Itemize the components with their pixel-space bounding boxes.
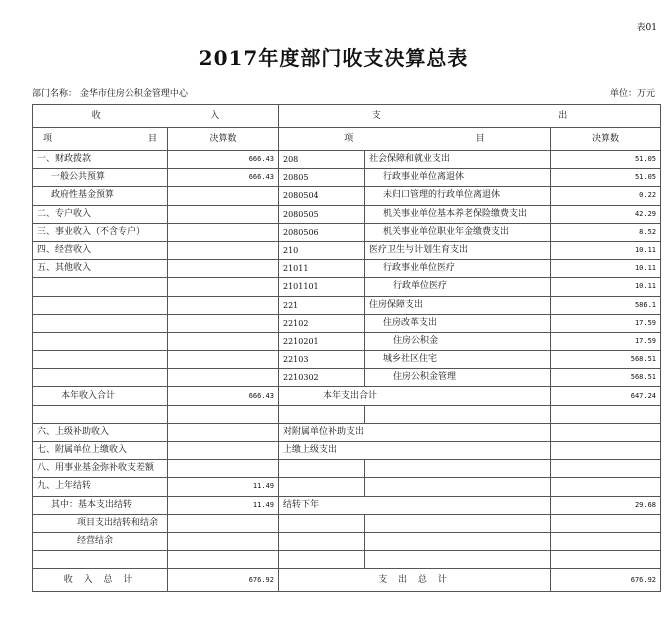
expense-item-header-right: 目 <box>475 133 485 144</box>
unit-label: 单位：万元 <box>609 89 655 99</box>
expense-amount-cell: 647.24 <box>551 387 661 405</box>
expense-item-header-left: 项 <box>344 133 354 144</box>
income-item-cell: 八、用事业基金弥补收支差额 <box>33 460 168 478</box>
table-row <box>33 314 661 332</box>
expense-amount-cell: 0.22 <box>551 187 661 205</box>
expense-total-label: 支 出 总 计 <box>279 569 551 592</box>
expense-item-cell: 未归口管理的行政单位离退休 <box>365 187 551 205</box>
table-row <box>33 405 661 423</box>
expense-amount-cell <box>551 551 661 569</box>
expense-code-cell: 2080506 <box>279 223 365 241</box>
income-item-cell: 一、财政拨款 <box>33 151 168 169</box>
income-total-label: 收 入 总 计 <box>33 569 168 592</box>
income-amount-cell: 666.43 <box>168 387 279 405</box>
income-item-cell: 四、经营收入 <box>33 241 168 259</box>
income-item-cell: 七、附属单位上缴收入 <box>33 442 168 460</box>
income-header-left: 收 <box>91 110 101 121</box>
income-item-cell: 经营结余 <box>33 532 168 550</box>
table-row <box>33 496 661 514</box>
expense-code-cell: 2210201 <box>279 332 365 350</box>
expense-code-cell <box>279 405 365 423</box>
table-row <box>33 187 661 205</box>
department-name: 金华市住房公积金管理中心 <box>79 89 188 99</box>
department-line <box>32 86 188 99</box>
income-item-cell: 项目支出结转和结余 <box>33 514 168 532</box>
income-section-header <box>33 105 279 128</box>
table-row <box>33 151 661 169</box>
expense-item-cell: 城乡社区住宅 <box>365 351 551 369</box>
expense-code-cell <box>279 514 365 532</box>
income-item-cell: 二、专户收入 <box>33 205 168 223</box>
expense-amount-cell <box>551 405 661 423</box>
table-row <box>33 387 661 405</box>
income-amount-cell <box>168 241 279 259</box>
expense-amount-cell <box>551 478 661 496</box>
income-item-header-left: 项 <box>43 133 53 144</box>
expense-item-cell: 社会保障和就业支出 <box>365 151 551 169</box>
expense-amount-cell: 568.51 <box>551 369 661 387</box>
income-amount-cell <box>168 423 279 441</box>
income-amount-cell <box>168 314 279 332</box>
expense-item-cell: 医疗卫生与计划生育支出 <box>365 241 551 259</box>
table-row <box>33 223 661 241</box>
expense-item-cell <box>365 460 551 478</box>
expense-header-right: 出 <box>558 110 568 121</box>
expense-item-cell: 结转下年 <box>279 496 551 514</box>
form-id: 表01 <box>636 23 657 33</box>
expense-item-cell: 住房改革支出 <box>365 314 551 332</box>
table-row <box>33 551 661 569</box>
income-item-cell <box>33 296 168 314</box>
income-item-cell: 本年收入合计 <box>33 387 168 405</box>
expense-amount-cell: 51.05 <box>551 151 661 169</box>
expense-item-header <box>279 128 551 151</box>
expense-item-cell <box>365 532 551 550</box>
income-amount-cell <box>168 296 279 314</box>
income-amount-cell <box>168 405 279 423</box>
expense-amount-cell: 29.68 <box>551 496 661 514</box>
income-item-cell: 五、其他收入 <box>33 260 168 278</box>
expense-amount-cell: 51.05 <box>551 169 661 187</box>
income-item-header <box>33 128 168 151</box>
income-amount-cell <box>168 278 279 296</box>
table-row <box>33 514 661 532</box>
table-row <box>33 442 661 460</box>
expense-amount-cell: 17.59 <box>551 314 661 332</box>
department-label: 部门名称： <box>32 89 78 99</box>
expense-header-left: 支 <box>371 110 381 121</box>
expense-item-cell: 住房公积金管理 <box>365 369 551 387</box>
table-row <box>33 351 661 369</box>
table-row <box>33 241 661 259</box>
expense-code-cell: 2101101 <box>279 278 365 296</box>
expense-item-cell <box>365 514 551 532</box>
expense-item-cell: 对附属单位补助支出 <box>279 423 551 441</box>
expense-amount-cell: 10.11 <box>551 241 661 259</box>
income-amount-cell <box>168 205 279 223</box>
income-amount-cell <box>168 260 279 278</box>
expense-amount-cell: 8.52 <box>551 223 661 241</box>
table-row <box>33 205 661 223</box>
income-item-cell <box>33 332 168 350</box>
revenue-expenditure-table <box>32 104 661 592</box>
expense-amount-header: 决算数 <box>551 128 661 151</box>
expense-code-cell <box>279 532 365 550</box>
expense-section-header <box>279 105 661 128</box>
expense-total-amount: 676.92 <box>551 569 661 592</box>
expense-item-cell <box>365 405 551 423</box>
expense-item-cell <box>365 551 551 569</box>
expense-code-cell: 208 <box>279 151 365 169</box>
expense-item-cell: 本年支出合计 <box>279 387 551 405</box>
expense-amount-cell <box>551 532 661 550</box>
expense-item-cell: 机关事业单位基本养老保险缴费支出 <box>365 205 551 223</box>
table-row <box>33 260 661 278</box>
table-row <box>33 296 661 314</box>
income-item-cell <box>33 369 168 387</box>
grand-total-row <box>33 569 661 592</box>
expense-code-cell: 2210302 <box>279 369 365 387</box>
income-item-cell: 一般公共预算 <box>33 169 168 187</box>
table-row <box>33 278 661 296</box>
expense-code-cell: 221 <box>279 296 365 314</box>
income-amount-cell <box>168 551 279 569</box>
expense-item-cell: 机关事业单位职业年金缴费支出 <box>365 223 551 241</box>
income-amount-cell <box>168 223 279 241</box>
report-title: 2017年度部门收支决算总表 <box>198 46 469 70</box>
expense-code-cell: 20805 <box>279 169 365 187</box>
table-row <box>33 478 661 496</box>
income-amount-cell <box>168 351 279 369</box>
expense-amount-cell: 42.29 <box>551 205 661 223</box>
income-item-header-right: 目 <box>147 133 157 144</box>
income-amount-cell <box>168 332 279 350</box>
income-amount-header: 决算数 <box>168 128 279 151</box>
income-item-cell: 政府性基金预算 <box>33 187 168 205</box>
income-amount-cell <box>168 369 279 387</box>
income-item-cell <box>33 314 168 332</box>
expense-item-cell: 行政事业单位离退休 <box>365 169 551 187</box>
expense-item-cell: 行政事业单位医疗 <box>365 260 551 278</box>
expense-amount-cell: 17.59 <box>551 332 661 350</box>
income-amount-cell: 11.49 <box>168 478 279 496</box>
income-item-cell <box>33 278 168 296</box>
expense-amount-cell <box>551 460 661 478</box>
table-row <box>33 369 661 387</box>
income-item-cell <box>33 351 168 369</box>
income-amount-cell: 666.43 <box>168 151 279 169</box>
expense-item-cell: 上缴上级支出 <box>279 442 551 460</box>
expense-code-cell <box>279 551 365 569</box>
table-row <box>33 460 661 478</box>
expense-amount-cell: 568.51 <box>551 351 661 369</box>
column-header-row <box>33 128 661 151</box>
expense-code-cell: 22102 <box>279 314 365 332</box>
table-row <box>33 332 661 350</box>
expense-item-cell: 行政单位医疗 <box>365 278 551 296</box>
income-amount-cell: 11.49 <box>168 496 279 514</box>
table-row <box>33 423 661 441</box>
income-amount-cell <box>168 442 279 460</box>
expense-amount-cell: 10.11 <box>551 278 661 296</box>
expense-code-cell <box>279 460 365 478</box>
income-amount-cell: 666.43 <box>168 169 279 187</box>
expense-item-cell: 住房公积金 <box>365 332 551 350</box>
expense-code-cell: 21011 <box>279 260 365 278</box>
expense-amount-cell: 10.11 <box>551 260 661 278</box>
expense-amount-cell <box>551 423 661 441</box>
income-amount-cell <box>168 187 279 205</box>
expense-code-cell: 210 <box>279 241 365 259</box>
table-row <box>33 169 661 187</box>
expense-code-cell: 22103 <box>279 351 365 369</box>
income-header-right: 入 <box>210 110 220 121</box>
income-item-cell <box>33 405 168 423</box>
expense-code-cell: 2080505 <box>279 205 365 223</box>
income-amount-cell <box>168 532 279 550</box>
expense-code-cell: 2080504 <box>279 187 365 205</box>
section-header-row <box>33 105 661 128</box>
income-item-cell <box>33 551 168 569</box>
expense-amount-cell: 586.1 <box>551 296 661 314</box>
expense-item-cell: 住房保障支出 <box>365 296 551 314</box>
income-item-cell: 三、事业收入（不含专户） <box>33 223 168 241</box>
expense-amount-cell <box>551 514 661 532</box>
expense-code-cell <box>279 478 365 496</box>
income-amount-cell <box>168 514 279 532</box>
income-item-cell: 六、上级补助收入 <box>33 423 168 441</box>
table-row <box>33 532 661 550</box>
income-item-cell: 九、上年结转 <box>33 478 168 496</box>
expense-amount-cell <box>551 442 661 460</box>
income-item-cell: 其中：基本支出结转 <box>33 496 168 514</box>
expense-item-cell <box>365 478 551 496</box>
income-total-amount: 676.92 <box>168 569 279 592</box>
income-amount-cell <box>168 460 279 478</box>
